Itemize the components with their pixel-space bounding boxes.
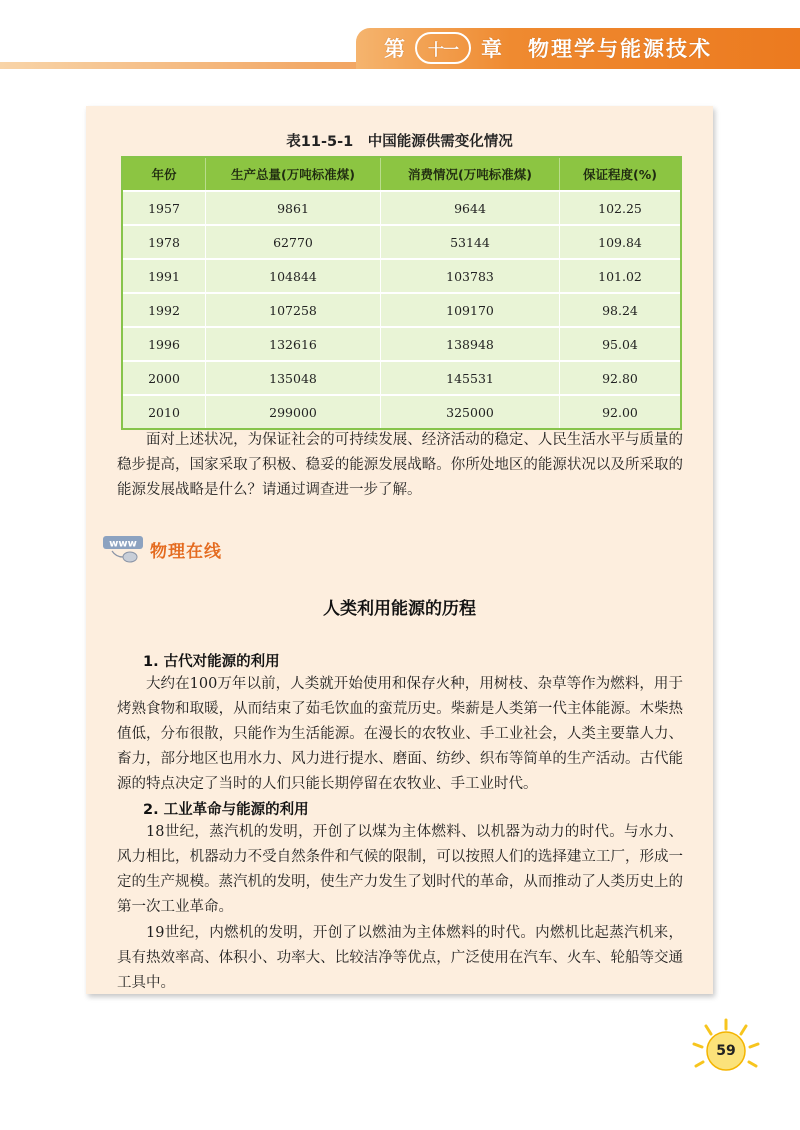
table-caption: 表11-5-1 中国能源供需变化情况 bbox=[286, 134, 513, 150]
cell-guarantee: 95.04 bbox=[560, 327, 681, 361]
cell-guarantee: 92.80 bbox=[560, 361, 681, 395]
paragraph-ancient-energy: 大约在100万年以前，人类就开始使用和保存火种，用树枝、杂草等作为燃料，用于烤熟食物和取暖，从而结束了茹毛饮血的蛮荒历史。柴薪是人类第一代主体能源。木柴热值低，分布很散，只能作为生活能源。在漫长的农牧业、手工业社会，人类主要靠人力、畜力，部分地区也用水力、风力进行提水、磨面、纺纱、织布等简单的生产活动。古代能源的特点决定了当时的人们只能长期停留在农牧业、手工业时代。 bbox=[117, 676, 683, 792]
cell-guarantee: 98.24 bbox=[560, 293, 681, 327]
cell-production: 9861 bbox=[206, 191, 381, 225]
col-header-consumption: 消费情况(万吨标准煤) bbox=[381, 158, 560, 191]
subsection-heading-ancient: 1. 古代对能源的利用 bbox=[143, 654, 280, 670]
cell-production: 299000 bbox=[206, 395, 381, 428]
cell-consumption: 103783 bbox=[381, 259, 560, 293]
page-number: 59 bbox=[716, 1043, 736, 1059]
energy-table bbox=[121, 156, 682, 430]
paragraph-combustion-engine: 19世纪，内燃机的发明，开创了以燃油为主体燃料的时代。内燃机比起蒸汽机来，具有热效率高、体积小、功率大、比较洁净等优点，广泛使用在汽车、火车、轮船等交通工具中。 bbox=[117, 925, 683, 991]
www-icon-text: www bbox=[109, 538, 137, 550]
table-header-row bbox=[123, 158, 680, 191]
cell-consumption: 325000 bbox=[381, 395, 560, 428]
chapter-suffix: 章 bbox=[481, 37, 502, 61]
col-header-year: 年份 bbox=[123, 158, 206, 191]
table-row bbox=[123, 293, 680, 327]
cell-production: 132616 bbox=[206, 327, 381, 361]
cell-production: 104844 bbox=[206, 259, 381, 293]
content-panel bbox=[86, 106, 713, 994]
cell-production: 135048 bbox=[206, 361, 381, 395]
www-mouse-icon bbox=[102, 534, 146, 564]
cell-guarantee: 102.25 bbox=[560, 191, 681, 225]
physics-online-banner bbox=[102, 534, 222, 564]
section-title: 人类利用能源的历程 bbox=[323, 599, 476, 619]
table-row bbox=[123, 191, 680, 225]
cell-year: 1978 bbox=[123, 225, 206, 259]
col-header-production: 生产总量(万吨标准煤) bbox=[206, 158, 381, 191]
table-row bbox=[123, 259, 680, 293]
chapter-heading bbox=[384, 33, 712, 63]
chapter-number-badge: 十一 bbox=[415, 32, 471, 64]
cell-consumption: 145531 bbox=[381, 361, 560, 395]
cell-year: 1996 bbox=[123, 327, 206, 361]
cell-consumption: 9644 bbox=[381, 191, 560, 225]
cell-year: 1957 bbox=[123, 191, 206, 225]
table-row bbox=[123, 395, 680, 428]
cell-consumption: 109170 bbox=[381, 293, 560, 327]
cell-year: 2000 bbox=[123, 361, 206, 395]
table-row bbox=[123, 327, 680, 361]
subsection-heading-industrial: 2. 工业革命与能源的利用 bbox=[143, 802, 309, 818]
table-row bbox=[123, 225, 680, 259]
cell-production: 107258 bbox=[206, 293, 381, 327]
cell-guarantee: 109.84 bbox=[560, 225, 681, 259]
chapter-title: 物理学与能源技术 bbox=[528, 37, 712, 61]
cell-year: 1991 bbox=[123, 259, 206, 293]
table-row bbox=[123, 361, 680, 395]
cell-guarantee: 92.00 bbox=[560, 395, 681, 428]
chapter-prefix: 第 bbox=[384, 37, 405, 61]
cell-consumption: 53144 bbox=[381, 225, 560, 259]
physics-online-label: 物理在线 bbox=[150, 541, 222, 562]
paragraph-steam-engine: 18世纪，蒸汽机的发明，开创了以煤为主体燃料、以机器为动力的时代。与水力、风力相比，机器动力不受自然条件和气候的限制，可以按照人们的选择建立工厂，形成一定的生产规模。蒸汽机的发明，使生产力发生了划时代的革命，从而推动了人类历史上的第一次工业革命。 bbox=[117, 824, 683, 915]
cell-production: 62770 bbox=[206, 225, 381, 259]
cell-consumption: 138948 bbox=[381, 327, 560, 361]
intro-paragraph: 面对上述状况，为保证社会的可持续发展、经济活动的稳定、人民生活水平与质量的稳步提高，国家采取了积极、稳妥的能源发展战略。你所处地区的能源状况以及所采取的能源发展战略是什么？请通过调查进一步了解。 bbox=[117, 432, 683, 498]
cell-year: 1992 bbox=[123, 293, 206, 327]
col-header-guarantee: 保证程度(%) bbox=[560, 158, 681, 191]
cell-guarantee: 101.02 bbox=[560, 259, 681, 293]
cell-year: 2010 bbox=[123, 395, 206, 428]
